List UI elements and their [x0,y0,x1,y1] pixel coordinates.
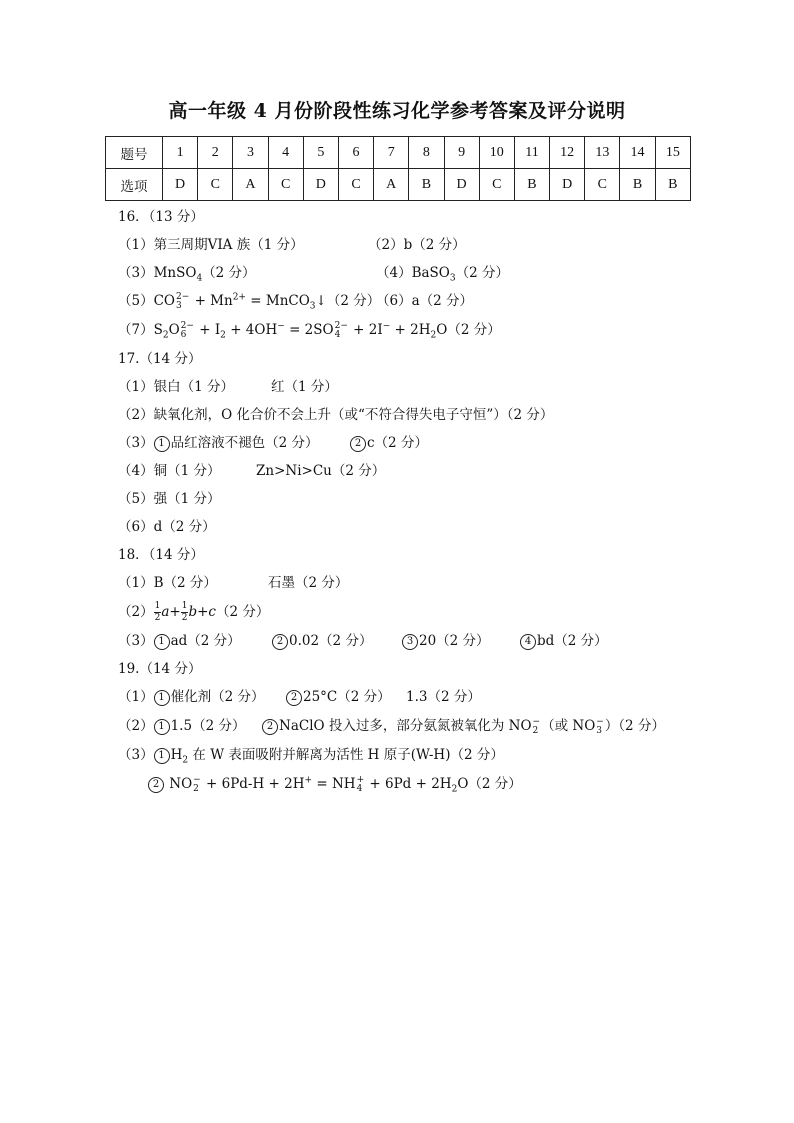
question-number: 7 [374,137,409,169]
q16-p5-sub2: 3 [309,301,316,312]
q18-p3-a: ad（2 分） [170,633,241,649]
answer-cell: C [338,169,373,201]
q16-part-1-2 [118,231,718,259]
q16-p7-d: + 4OH [225,322,278,338]
q19-p2-c: （或 NO [541,718,596,734]
q18-p3-c: 20（2 分） [419,633,490,649]
q19-p3-a: H [170,747,183,763]
q17-p3-a: 品红溶液不褪色（2 分） [170,435,319,451]
q17-part-4 [118,457,718,485]
answer-cell: B [620,169,655,201]
question-number: 10 [479,137,514,169]
question-number: 15 [655,137,690,169]
q18-p3-b: 0.02（2 分） [289,633,373,649]
q19-part-3-equation [118,769,718,799]
answer-table [105,136,691,201]
q19-p1-label: （1） [118,689,154,705]
q17-part-6: （6）d（2 分） [118,519,216,535]
q16-p7-b: O [168,322,180,338]
q16-p7-e: = 2SO [284,322,334,338]
q16-p7-a: S [153,322,163,338]
circled-number: 1 [154,719,170,735]
circled-number: 1 [154,634,170,650]
answer-cell: A [374,169,409,201]
q19-p3-label: （3） [118,747,154,763]
circled-number: 2 [148,777,164,793]
q18-p2-c: +c [197,604,216,620]
q19-p4-c-script [357,776,365,794]
q19-p4-d-sub: 2 [451,784,458,795]
q19-p2-c-sup: − [596,716,604,727]
q16-p7-label: （7） [118,322,154,338]
q19-p2-b-sup: − [532,716,541,727]
q19-p2-d: ）（2 分） [604,718,665,734]
q19-p3-a-sub: 2 [182,755,189,766]
q19-part-3 [118,741,718,769]
q16-p7-b-script [181,322,194,340]
q16-part-3-4 [118,259,718,287]
q19-p4-b-sup: + [304,775,313,786]
question-number: 2 [198,137,233,169]
q19-p1-b: 25°C（2 分） [303,689,391,705]
question-number: 13 [585,137,620,169]
q19-p4-c-sub: 4 [356,783,363,794]
table-row-numbers [106,137,691,169]
circled-number: 1 [154,436,170,452]
answer-content [118,203,718,799]
q16-part-7 [118,315,718,345]
q16-part-2: （2）b（2 分） [368,237,466,253]
q19-p2-b: NaClO 投入过多，部分氨氮被氧化为 NO [279,718,532,734]
circled-number: 1 [154,748,170,764]
question-number: 12 [550,137,585,169]
q16-p3-score: （2 分） [202,265,256,281]
answer-cell: C [479,169,514,201]
q16-p7-f-sup: − [382,321,391,332]
q17-p1a: （1）银白（1 分） [118,379,234,395]
q16-p4-sub: 3 [449,273,456,284]
q17-p3-b: c（2 分） [367,435,428,451]
q16-p4-score: （2 分） [455,265,509,281]
q19-p4-e: O（2 分） [457,776,522,792]
q18-p3-d: bd（2 分） [537,633,608,649]
question-number: 11 [514,137,549,169]
answer-cell: A [233,169,268,201]
q18-part-1 [118,569,718,597]
q18-p2-label: （2） [118,604,154,620]
q18-p2-b: b [188,604,198,620]
q19-p1-b-wrap [286,683,391,711]
circled-number: 3 [402,634,418,650]
q19-p4-c: = NH [312,776,356,792]
question-number: 5 [303,137,338,169]
q16-heading: 16．（13 分） [118,209,204,225]
q16-p5-script [176,293,189,311]
question-number: 4 [268,137,303,169]
q16-p5-mid: + Mn [190,293,233,309]
page-title: 高一年级 4 月份阶段性练习化学参考答案及评分说明 [168,100,626,122]
q17-p1b: 红（1 分） [271,379,338,395]
q16-part-3 [118,265,256,284]
q17-heading: 17.（14 分） [118,351,202,367]
q16-p7-e-sup: 2− [334,320,348,331]
answer-cell: B [655,169,690,201]
q16-p5-sup: 2− [176,291,190,302]
q18-p1a: （1）B（2 分） [118,575,217,591]
q16-p7-e-script [335,322,348,340]
q19-p2-c-script [596,718,604,736]
q16-part-5-6 [118,287,718,315]
row-label-number: 题号 [106,137,163,169]
q18-part-2 [118,597,718,627]
q19-part-1 [118,683,718,711]
q19-p2-b-script [533,718,541,736]
q17-p4b: Zn>Ni>Cu（2 分） [256,463,386,479]
q16-p5-text: （5）CO [118,293,175,309]
q17-part-2: （2）缺氧化剂，O 化合价不会上升（或“不符合得失电子守恒”）（2 分） [118,407,554,423]
q16-part-1: （1）第三周期VIA 族（1 分） [118,237,304,253]
fraction-denominator: 2 [181,613,188,623]
answer-cell: B [409,169,444,201]
circled-number: 2 [286,690,302,706]
q16-p3-text: （3）MnSO [118,265,197,281]
q17-p4a: （4）铜（1 分） [118,463,221,479]
q18-p3-b-wrap [272,627,372,655]
q17-part-5: （5）强（1 分） [118,491,221,507]
q16-p7-c: + I [194,322,221,338]
question-number: 8 [409,137,444,169]
q19-p3-b: 在 W 表面吸附并解离为活性 H 原子(W-H)（2 分） [188,747,504,763]
fraction-numerator: 1 [181,601,188,611]
circled-number: 1 [154,690,170,706]
q16-p7-b-sub: 6 [180,329,187,340]
table-row-answers [106,169,691,201]
q16-part-4 [376,259,509,287]
q16-p7-g-sub: 2 [430,330,437,341]
q16-part-5 [118,291,381,312]
question-number: 9 [444,137,479,169]
q16-p7-f: + 2I [348,322,383,338]
q19-p4-a: NO [165,776,193,792]
question-number: 14 [620,137,655,169]
q19-p1-c: 1.3（2 分） [406,689,481,705]
question-number: 3 [233,137,268,169]
q16-p5-score: ↓（2 分） [315,293,381,309]
answer-cell: C [268,169,303,201]
q16-p7-h: O（2 分） [436,322,501,338]
q17-part-1 [118,373,718,401]
q16-p5-eq: = MnCO [245,293,310,309]
q16-p7-b-sup: 2− [180,320,194,331]
circled-number: 4 [520,634,536,650]
q19-part-2 [118,711,718,741]
q18-p1b: 石墨（2 分） [268,575,349,591]
answer-cell: D [303,169,338,201]
q19-p4-b: + 6Pd-H + 2H [201,776,305,792]
q16-part-6: （6）a（2 分） [376,293,474,309]
question-number: 6 [338,137,373,169]
answer-cell: D [444,169,479,201]
q19-p2-c-sub: 3 [596,725,602,736]
q18-p3-c-wrap [402,627,490,655]
q19-p4-d: + 6Pd + 2H [365,776,452,792]
q18-part-3 [118,627,718,655]
q16-p7-g: + 2H [390,322,431,338]
q16-p3-sub: 4 [196,273,203,284]
q19-p4-c-sup: + [356,774,365,785]
q16-p5-sup2: 2+ [232,292,246,303]
question-number: 1 [163,137,198,169]
q19-p4-a-sup: − [193,774,201,785]
answer-cell: D [550,169,585,201]
q18-heading: 18．（14 分） [118,547,204,563]
fraction-denominator: 2 [154,613,161,623]
q19-p2-label: （2） [118,718,154,734]
q16-p7-e-sub: 4 [334,329,341,340]
q19-p2-b-sub: 2 [532,725,539,736]
q18-p2-a: a [161,604,170,620]
q18-p3-d-wrap [520,627,608,655]
q17-part-3 [118,429,718,457]
q19-p4-a-script [193,776,201,794]
q19-p4-a-sub: 2 [193,783,199,794]
q16-p7-a-sub: 2 [162,330,169,341]
q16-p4-text: （4）BaSO [376,265,450,281]
q18-p2-score: （2 分） [215,604,270,620]
q19-heading: 19.（14 分） [118,661,202,677]
q16-p7-c-sub: 2 [220,330,226,341]
circled-number: 2 [262,719,278,735]
answer-cell: D [163,169,198,201]
q19-p2-a: 1.5（2 分） [170,718,246,734]
fraction-numerator: 1 [154,601,161,611]
answer-cell: B [514,169,549,201]
q18-p3-label: （3） [118,633,154,649]
q18-p2-plus: + [169,604,181,620]
q16-p5-sub: 3 [176,300,182,311]
q17-p3-label: （3） [118,435,154,451]
q17-p3-b-wrap [350,429,428,457]
q19-p2-b-wrap [262,711,665,741]
row-label-answer: 选项 [106,169,163,201]
circled-number: 2 [350,436,366,452]
q16-p7-d-sup: − [277,321,285,332]
answer-cell: C [198,169,233,201]
answer-cell: C [585,169,620,201]
circled-number: 2 [272,634,288,650]
q19-p1-a: 催化剂（2 分） [170,689,265,705]
